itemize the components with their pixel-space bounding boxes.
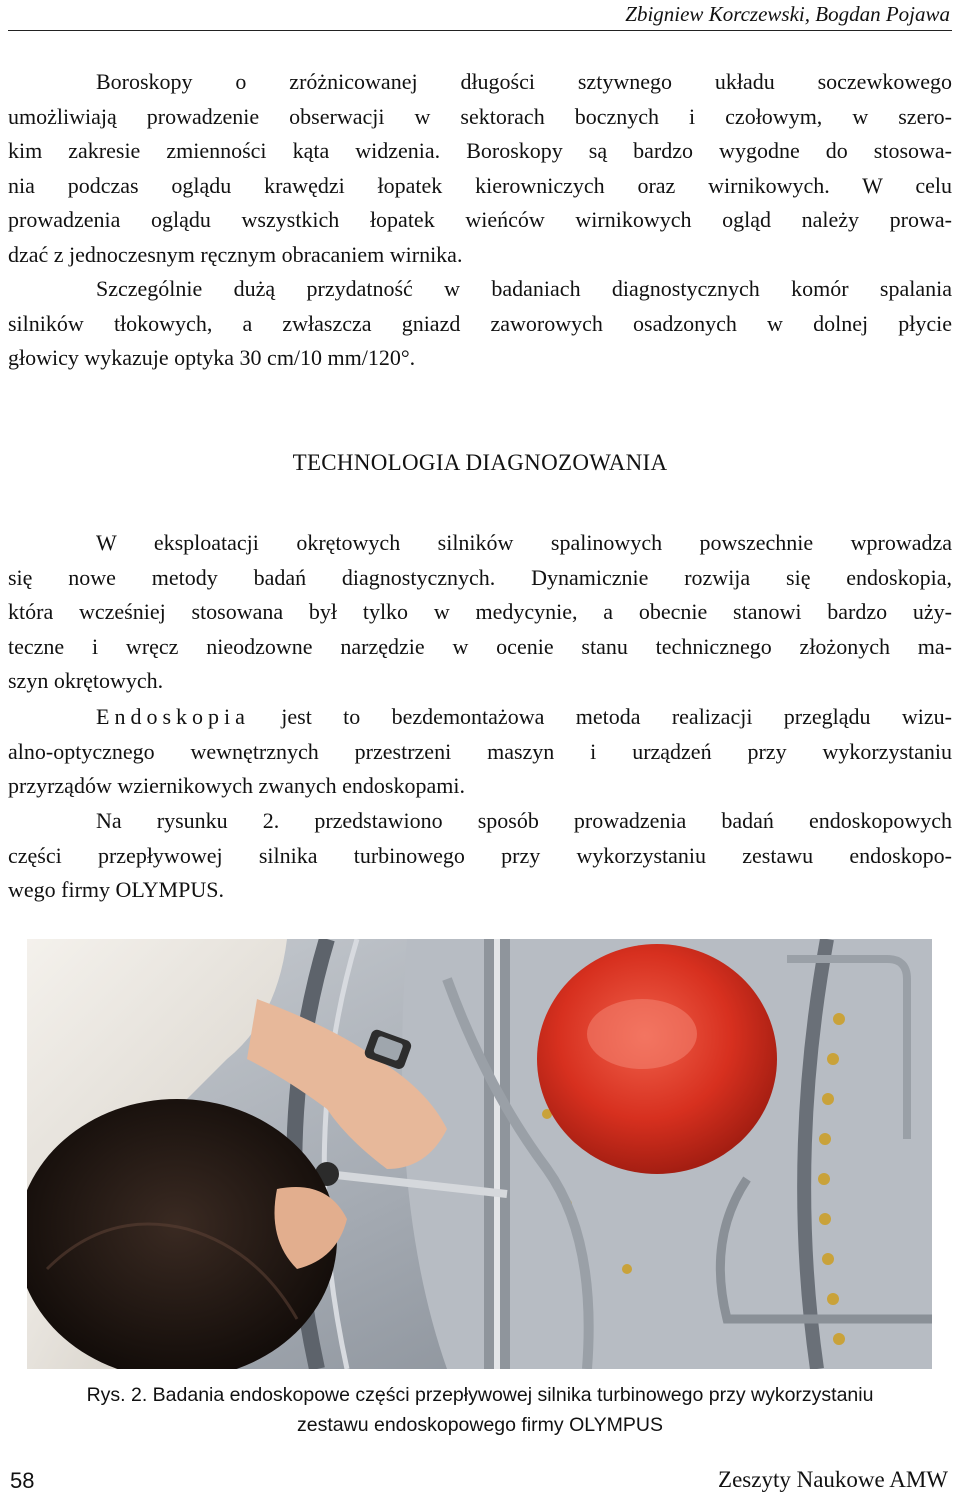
term-endoskopia: Endoskopia bbox=[96, 704, 250, 729]
text-line: teczne i wręcz nieodzowne narzędzie w ocenie stanu technicznego złożonych ma- bbox=[8, 633, 952, 659]
text-line bbox=[8, 700, 952, 735]
text-line: Na rysunku 2. przedstawiono sposób prowadzenia badań endoskopowych bbox=[96, 808, 952, 833]
text-line: alno-optycznego wewnętrznych przestrzeni maszyn i urządzeń przy wykorzystaniu bbox=[8, 738, 952, 764]
text-line: silników tłokowych, a zwłaszcza gniazd zaworowych osadzonych w dolnej płycie bbox=[8, 310, 952, 336]
text-line: kim zakresie zmienności kąta widzenia. Boroskopy są bardzo wygodne do stosowa- bbox=[8, 138, 952, 164]
paragraph-1 bbox=[8, 65, 952, 273]
text-line: dzać z jednoczesnym ręcznym obracaniem wirnika. bbox=[8, 241, 463, 267]
caption-line: Rys. 2. Badania endoskopowe części przepływowej silnika turbinowego przy wykorzystaniu bbox=[86, 1384, 874, 1406]
text-line: W eksploatacji okrętowych silników spalinowych powszechnie wprowadza bbox=[96, 530, 952, 555]
text-line: się nowe metody badań diagnostycznych. Dynamicznie rozwija się endoskopia, bbox=[8, 564, 952, 590]
paragraph-2 bbox=[8, 272, 952, 376]
running-head-authors: Zbigniew Korczewski, Bogdan Pojawa bbox=[625, 2, 950, 26]
paragraph-4 bbox=[8, 700, 952, 804]
figure-caption bbox=[0, 1380, 960, 1440]
section-title: TECHNOLOGIA DIAGNOZOWANIA bbox=[292, 450, 668, 475]
text-line: Boroskopy o zróżnicowanej długości sztywnego układu soczewkowego bbox=[96, 69, 952, 94]
figure-photo bbox=[27, 939, 932, 1369]
text-line: wego firmy OLYMPUS. bbox=[8, 877, 224, 903]
text-line: przyrządów wziernikowych zwanych endoskopami. bbox=[8, 773, 465, 799]
engine-inspection-photo bbox=[27, 939, 932, 1369]
text-line: części przepływowej silnika turbinowego przy wykorzystaniu zestawu endoskopo- bbox=[8, 842, 952, 868]
text-line: głowicy wykazuje optyka 30 cm/10 mm/120°. bbox=[8, 345, 416, 371]
text-line: nia podczas oglądu krawędzi łopatek kierowniczych oraz wirnikowych. W celu bbox=[8, 172, 952, 198]
text-fragment: jest to bezdemontażowa metoda realizacji przeglądu wizu- bbox=[249, 704, 952, 729]
text-line: szyn okrętowych. bbox=[8, 668, 164, 694]
text-line: umożliwiają prowadzenie obserwacji w sektorach bocznych i czołowym, w szero- bbox=[8, 103, 952, 129]
page-number: 58 bbox=[10, 1468, 35, 1493]
caption-line: zestawu endoskopowego firmy OLYMPUS bbox=[297, 1414, 663, 1436]
paragraph-5 bbox=[8, 804, 952, 908]
text-line: która wcześniej stosowana był tylko w medycynie, a obecnie stanowi bardzo uży- bbox=[8, 599, 952, 625]
text-line: prowadzenia oglądu wszystkich łopatek wieńców wirnikowych ogląd należy prowa- bbox=[8, 207, 952, 233]
journal-name: Zeszyty Naukowe AMW bbox=[718, 1467, 948, 1492]
paragraph-3 bbox=[8, 526, 952, 699]
text-line: Szczególnie dużą przydatność w badaniach diagnostycznych komór spalania bbox=[96, 276, 952, 301]
running-header bbox=[8, 0, 952, 31]
